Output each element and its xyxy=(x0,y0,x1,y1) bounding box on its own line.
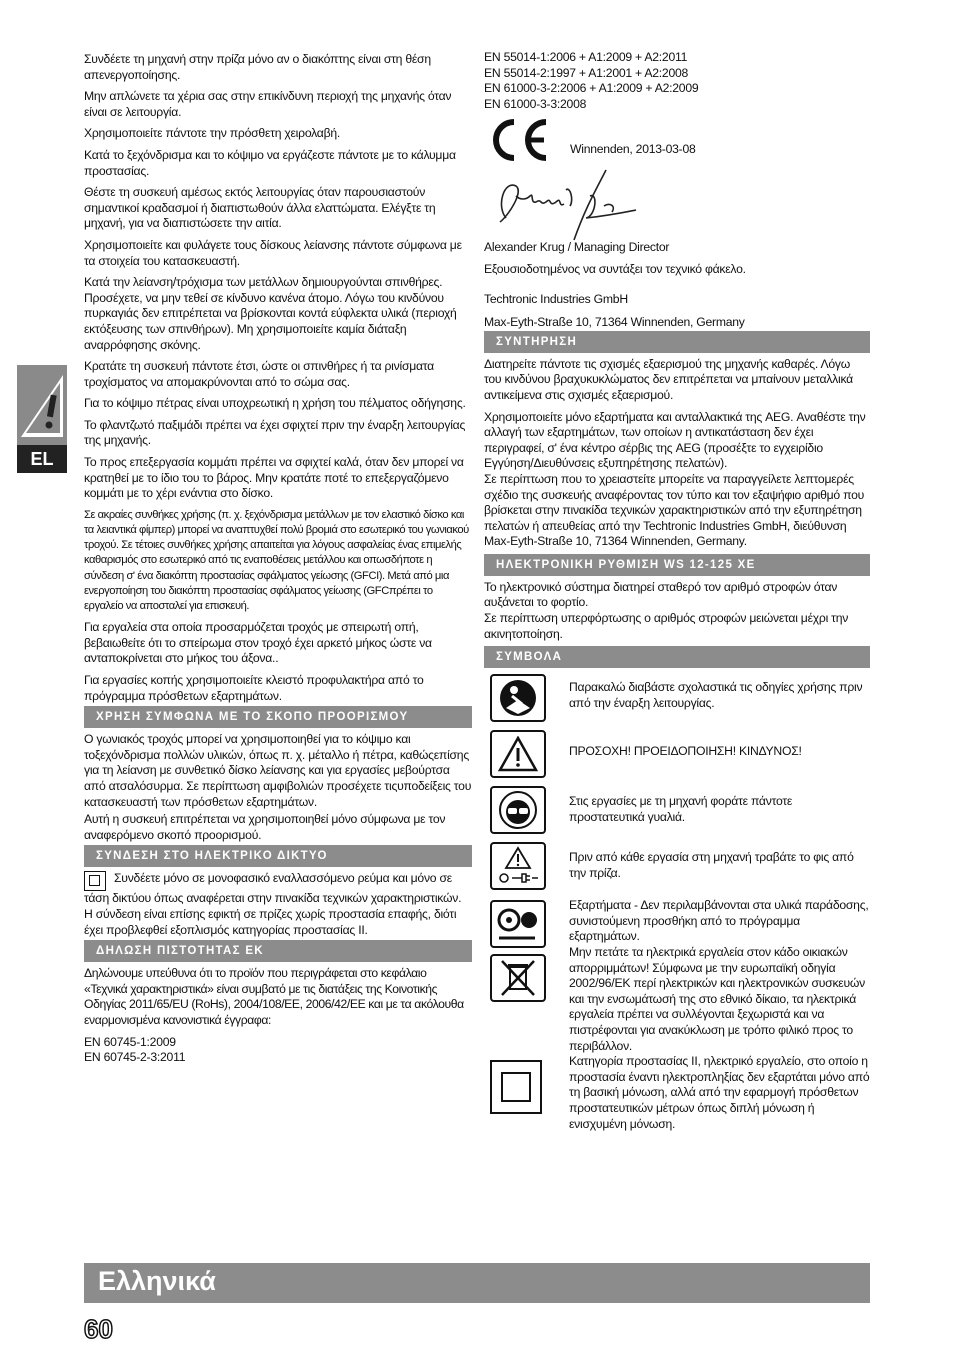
paragraph: Για εργασίες κοπής χρησιμοποιείτε κλειστό προφυλακτήρα από το πρόγραμμα πρόσθετων εξαρτημάτων. xyxy=(84,673,424,703)
symbol-row xyxy=(484,674,870,730)
signature-icon xyxy=(486,166,656,244)
company: Techtronic Industries GmbH xyxy=(484,291,628,306)
standard: EN 55014-2:1997 + A1:2001 + A2:2008 xyxy=(484,65,689,80)
symbol-row xyxy=(484,898,870,1054)
accessory-icon xyxy=(490,900,546,948)
paragraph: Θέστε τη συσκευή αμέσως εκτός λειτουργίας όταν παρουσιαστούν σημαντικοί κραδασμοί ή διαπιστωθούν άλλα ελαττώματα. Ελέγξτε τη μηχανή, για να διαπιστώσετε την αιτία. xyxy=(84,185,436,231)
paragraph: Σε περίπτωση που το χρειαστείτε μπορείτε να παραγγείλετε λεπτομερές σχέδιο της συσκευής αναφέροντας τον τύπο και τον εξαψήφιο αριθμό που βρίσκεται στην πινακίδα τεχνικών χαρακτηριστικών από την εξυπηρέτηση πελατών ή απευθείας από την Techtronic Industries GmbH, διεύθυνση Max-Eyth-Straße 10, 71364 Winnenden, Germany. xyxy=(484,471,865,549)
right-column xyxy=(484,50,870,1132)
ce-row xyxy=(484,116,870,166)
section-header-mains-connection: ΣΥΝΔΕΣΗ ΣΤΟ ΗΛΕΚΤΡΙΚΟ ΔΙΚΤΥΟ xyxy=(84,845,472,867)
symbol-text: Στις εργασίες με τη μηχανή φοράτε πάντοτε προστατευτικά γυαλιά. xyxy=(569,794,793,824)
standard: EN 60745-2-3:2011 xyxy=(84,1050,186,1065)
paragraph: Χρησιμοποιείτε πάντοτε την πρόσθετη χειρολαβή. xyxy=(84,126,340,141)
weee-bin-icon xyxy=(490,954,546,1002)
protection-class-ii-icon xyxy=(490,1060,542,1114)
paragraph: Δηλώνουμε υπεύθυνα ότι το προϊόν που περιγράφεται στο κεφάλαιο «Τεχνικά χαρακτηριστικά» είναι συμβατό με τις διατάξεις της Κοινοτικής Οδηγίας 2011/65/EU (RoHs), 2004/108/EE, 2006/42/EE και με τα ακόλουθα εναρμονισμένα κανονιστικά έγγραφα: xyxy=(84,966,464,1027)
paragraph: Για το κόψιμο πέτρας είναι υποχρεωτική η χρήση του πέλματος οδήγησης. xyxy=(84,396,466,411)
paragraph: Κρατάτε τη συσκευή πάντοτε έτσι, ώστε οι σπινθήρες ή τα ρινίσματα τροχίσματος να απομακρύνονται από το σώμα σας. xyxy=(84,359,434,389)
language-code: EL xyxy=(17,445,67,473)
unplug-icon xyxy=(490,842,546,890)
paragraph: Σε ακραίες συνθήκες χρήσης (π. χ. ξεχόνδρισμα μετάλλων με τον ελαστικό δίσκο και τα λειαντικά φίμπερ) μπορεί να αναπτυχθεί πολύ βρομιά στο εσωτερικό του γωνιακού τροχού. Σε τέτοιες συνθήκες χρήσης απαιτείται για λόγους ασφαλείας ένας επιμελής καθαρισμός στο εσωτερικό από τις εναποθέσεις μετάλλου και οπωσδήποτε η σύνδεση σ' ένα διακόπτη προστασίας σφάλματος γείωσης (GFCI). Μετά από μια ενεργοποίηση του διακόπτη προστασίας σφάλματος γείωσης (GFCπρέπει το εργαλείο να αποσταλεί για επισκευή. xyxy=(84,508,469,613)
mains-text: Συνδέετε μόνο σε μονοφασικό εναλλασσόμενο ρεύμα και μόνο σε τάση δικτύου όπως αναφέρεται στην πινακίδα τεχνικών χαρακτηριστικών. Η σύνδεση είναι επίσης εφικτή σε πρίζες χωρίς προστασία επαφής, διότι έχει προβλεφθεί εξοπλισμός κατηγορίας προστασίας II. xyxy=(84,871,462,937)
paragraph: Χρησιμοποιείτε μόνο εξαρτήματα και ανταλλακτικά της AEG. Αναθέστε την αλλαγή των εξαρτημάτων, των οποίων η αντικατάσταση δεν έχει περιγραφεί, σ' ένα κέντρο σέρβις της AEG (προσέξτε το εγχειρίδιο Εγγύηση/Διευθύνσεις εξυπηρέτησης πελατών). xyxy=(484,409,866,471)
paragraph: Συνδέετε τη μηχανή στην πρίζα μόνο αν ο διακόπτης είναι στη θέση απενεργοποίησης. xyxy=(84,52,431,82)
paragraph: Κατά την λείανση/τρόχισμα των μετάλλων δημιουργούνται σπινθήρες. Προσέχετε, να μην τεθεί σε κίνδυνο κανένα άτομο. Λόγω του κινδύνου πυρκαγιάς δεν επιτρέπεται να βρίσκονται κοντά εύφλεκτα υλικά (περιοχή εκτόξευσης των σπινθήρων). Μη χρησιμοποιείτε καμία διάταξη αναρρόφησης σκόνης. xyxy=(84,275,457,352)
address: Max-Eyth-Straße 10, 71364 Winnenden, Germany xyxy=(484,315,745,330)
standard: EN 55014-1:2006 + A1:2009 + A2:2011 xyxy=(484,50,688,64)
language-title: Ελληνικά xyxy=(98,1266,216,1296)
paragraph: Ο γωνιακός τροχός μπορεί να χρησιμοποιηθεί για το κόψιμο και τοξεχόνδρισμα πολλών υλικών, όπως π. χ. μέταλλο ή πέτρα, καθώςεπίσης για τη λείανση με συνθετικό δίσκο λείανσης και για εργασίες μεβούρτσα από ατσαλόσυρμα. Σε περίπτωση αμφιβολιών προσέχετε τιςυποδείξεις του κατασκευαστή των πρόσθετων εξαρτημάτων. xyxy=(84,732,472,809)
paragraph: Διατηρείτε πάντοτε τις σχισμές εξαερισμού της μηχανής καθαρές. Λόγω του κινδύνου βραχυκυκλώματος δεν επιτρέπεται να μπαίνουν μεταλλικά αντικείμενα στις σχισμές εξαερισμού. xyxy=(484,356,853,402)
paragraph: Για εργαλεία στα οποία προσαρμόζεται τροχός με σπειρωτή οπή, βεβαιωθείτε ότι το σπείρωμα στον τροχό έχει αρκετό μήκος ώστε να ανταποκρίνεται στο μήκος του άξονα.. xyxy=(84,620,432,666)
symbol-text: Κατηγορία προστασίας II, ηλεκτρικό εργαλείο, στο οποίο η προστασία έναντι ηλεκτροπληξίας δεν εξαρτάται μόνο από τη βασική μόνωση, αλλά από την εφαρμογή πρόσθετων προστατευτικών μέτρων όπως διπλή μόνωση ή ενισχυμένη μόνωση. xyxy=(569,1054,870,1131)
warning-exclamation-icon xyxy=(17,365,67,445)
paragraph: Το φλαντζωτό παξιμάδι πρέπει να έχει σφιχτεί πριν την έναρξη λειτουργίας της μηχανής. xyxy=(84,417,466,448)
left-column xyxy=(84,52,472,1066)
paragraph: Κατά το ξεχόνδρισμα και το κόψιμο να εργάζεστε πάντοτε με το κάλυμμα προστασίας. xyxy=(84,147,456,178)
symbol-row xyxy=(484,730,870,786)
symbol-row xyxy=(484,842,870,898)
symbol-text: Μην πετάτε τα ηλεκτρικά εργαλεία στον κάδο οικιακών απορριμμάτων! Σύμφωνα με την ευρωπαϊκή οδηγία 2002/96/ΕΚ περί ηλεκτρικών και ηλεκτρονικών συσκευών και την ενσωμάτωσή της στο εθνικό δίκαιο, τα ηλεκτρικά εργαλεία πρέπει να συλλέγονται ξεχωριστά και να πιστρέφονται για ανακύκλωση με τρόπο φιλικό προς το περιβάλλον. xyxy=(569,945,866,1053)
symbol-text: Παρακαλώ διαβάστε σχολαστικά τις οδηγίες χρήσης πριν από την έναρξη λειτουργίας. xyxy=(569,680,863,710)
symbol-row xyxy=(484,1054,870,1132)
standard: EN 60745-1:2009 xyxy=(84,1034,176,1049)
language-tab xyxy=(17,365,67,473)
page-number: 60 xyxy=(84,1314,113,1344)
symbol-text: Πριν από κάθε εργασία στη μηχανή τραβάτε το φις από την πρίζα. xyxy=(569,850,854,880)
standard: EN 61000-3-2:2006 + A1:2009 + A2:2009 xyxy=(484,81,699,96)
section-header-maintenance: ΣΥΝΤΗΡΗΣΗ xyxy=(484,331,870,353)
footer-bar xyxy=(84,1263,870,1303)
paragraph xyxy=(84,871,472,938)
protection-class-ii-icon xyxy=(84,871,106,891)
section-header-intended-use: ΧΡΗΣΗ ΣΥΜΦΩΝΑ ΜΕ ΤΟ ΣΚΟΠΟ ΠΡΟΟΡΙΣΜΟΥ xyxy=(84,706,472,728)
symbol-text: Εξαρτήματα - Δεν περιλαμβάνονται στα υλικά παράδοσης, συνιστούμενη προσθήκη από το πρόγραμμα εξαρτημάτων. xyxy=(569,898,869,944)
paragraph: Μην απλώνετε τα χέρια σας στην επικίνδυνη περιοχή της μηχανής όταν είναι σε λειτουργία. xyxy=(84,89,452,119)
paragraph: Αυτή η συσκευή επιτρέπεται να χρησιμοποιηθεί μόνο σύμφωνα με τον αναφερόμενο σκοπό προορισμού. xyxy=(84,812,446,842)
section-header-symbols: ΣΥΜΒΟΛΑ xyxy=(484,646,870,668)
place-date: Winnenden, 2013-03-08 xyxy=(570,142,696,157)
paragraph: Χρησιμοποιείτε και φυλάγετε τους δίσκους λείανσης πάντοτε σύμφωνα με τα στοιχεία του κατασκευαστή. xyxy=(84,237,462,268)
ce-mark-icon xyxy=(488,118,550,162)
read-manual-icon xyxy=(490,674,546,722)
paragraph: Το προς επεξεργασία κομμάτι πρέπει να σφιχτεί καλά, όταν δεν μπορεί να κρατηθεί με το ίδιο του το βάρος. Μην κρατάτε ποτέ το επεξεργαζόμενο κομμάτι με το χέρι ενάντια στο δίσκο. xyxy=(84,455,464,501)
goggles-icon xyxy=(490,786,546,834)
warning-triangle-icon xyxy=(490,730,546,778)
symbol-text: ΠΡΟΣΟΧΗ! ΠΡΟΕΙΔΟΠΟΙΗΣΗ! ΚΙΝΔΥΝΟΣ! xyxy=(569,744,802,759)
authorized-text: Εξουσιοδοτημένος να συντάξει τον τεχνικό φάκελο. xyxy=(484,261,746,276)
paragraph: Σε περίπτωση υπερφόρτωσης ο αριθμός στροφών μειώνεται μέχρι την ακινητοποίηση. xyxy=(484,611,849,641)
signer: Alexander Krug / Managing Director xyxy=(484,240,670,255)
section-header-ec-declaration: ΔΗΛΩΣΗ ΠΙΣΤΟΤΗΤΑΣ ΕΚ xyxy=(84,940,472,962)
symbol-row xyxy=(484,786,870,842)
section-header-electronics: ΗΛΕΚΤΡΟΝΙΚΗ ΡΥΘΜΙΣΗ WS 12-125 XE xyxy=(484,554,870,576)
paragraph: Το ηλεκτρονικό σύστημα διατηρεί σταθερό τον αριθμό στροφών όταν αυξάνεται το φορτίο. xyxy=(484,579,838,610)
standard: EN 61000-3-3:2008 xyxy=(484,96,587,111)
